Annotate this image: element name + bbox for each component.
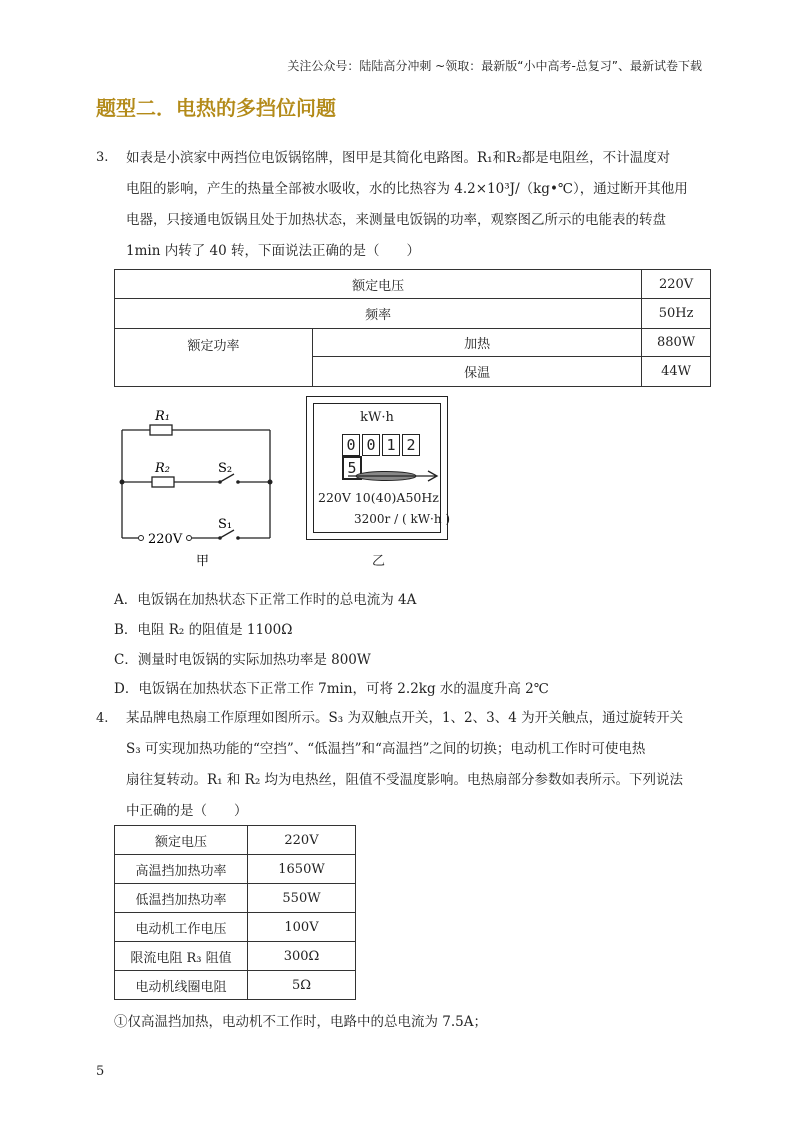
meter-rating: 220V 10(40)A50Hz (318, 490, 439, 505)
q3-nameplate-table (114, 269, 711, 387)
q4-table-value: 220V (248, 826, 356, 855)
meter-digit: 5 (342, 456, 362, 480)
q3-table-cell: 额定功率 (115, 329, 313, 387)
question-3-number: 3. (96, 150, 109, 165)
energy-meter (306, 396, 451, 540)
q4-table-label: 限流电阻 R₃ 阻值 (115, 942, 248, 971)
q3-line: 电阻的影响，产生的热量全部被水吸收，水的比热容为 4.2×10³J/（kg•℃），通过断开其他用 (126, 181, 688, 197)
q4-parameter-table (114, 825, 356, 1000)
q4-table-label: 电动机线圈电阻 (115, 971, 248, 1000)
option-c: C．测量时电饭锅的实际加热功率是 800W (114, 652, 371, 668)
voltage-label: 220V (148, 532, 183, 547)
meter-unit: kW·h (360, 410, 394, 425)
circuit-diagram (110, 400, 285, 570)
option-d: D．电饭锅在加热状态下正常工作 7min，可将 2.2kg 水的温度升高 2℃ (114, 681, 549, 697)
q4-table-value: 5Ω (248, 971, 356, 1000)
s2-label: S₂ (218, 461, 233, 476)
energy-meter-panel (313, 403, 451, 533)
q3-table-cell: 220V (642, 270, 711, 299)
question-4-number: 4. (96, 711, 109, 726)
question-3-text (126, 143, 688, 267)
q3-table-cell: 频率 (115, 299, 642, 329)
section-title: 题型二．电热的多挡位问题 (96, 96, 336, 120)
s1-label: S₁ (218, 517, 233, 532)
q4-line: 扇往复转动。R₁ 和 R₂ 均为电热丝，阻值不受温度影响。电热扇部分参数如表所示。下列说法 (126, 772, 684, 788)
q4-table-label: 低温挡加热功率 (115, 884, 248, 913)
r1-label: R₁ (155, 409, 170, 424)
q4-table-value: 300Ω (248, 942, 356, 971)
q3-table-cell: 额定电压 (115, 270, 642, 299)
meter-digit: 0 (342, 434, 360, 456)
q4-table-label: 额定电压 (115, 826, 248, 855)
meter-digit: 2 (402, 434, 420, 456)
r2-label: R₂ (155, 461, 170, 476)
q4-statement-1: ①仅高温挡加热，电动机不工作时，电路中的总电流为 7.5A； (114, 1014, 488, 1030)
option-a: A．电饭锅在加热状态下正常工作时的总电流为 4A (114, 592, 417, 608)
q3-line: 如表是小滨家中两挡位电饭锅铭牌，图甲是其简化电路图。R₁和R₂都是电阻丝，不计温度对 (126, 150, 671, 166)
page-header: 关注公众号：陆陆高分冲刺 ~领取：最新版“小中高考-总复习”、最新试卷下载 (287, 59, 702, 73)
figure-caption-jia: 甲 (196, 554, 210, 569)
q4-table-value: 1650W (248, 855, 356, 884)
q3-line: 1min 内转了 40 转，下面说法正确的是（ ） (126, 243, 420, 259)
option-b: B．电阻 R₂ 的阻值是 1100Ω (114, 622, 293, 638)
q3-line: 电器，只接通电饭锅且处于加热状态，来测量电饭锅的功率，观察图乙所示的电能表的转盘 (126, 212, 666, 228)
page-number: 5 (96, 1064, 105, 1079)
q3-table-cell: 加热 (313, 329, 642, 357)
q3-table-cell: 880W (642, 329, 711, 357)
q3-table-cell: 保温 (313, 357, 642, 387)
q4-table-value: 100V (248, 913, 356, 942)
q4-line: 某品牌电热扇工作原理如图所示。S₃ 为双触点开关，1、2、3、4 为开关触点，通过旋转开关 (126, 710, 684, 726)
question-4-text (126, 703, 683, 827)
q4-line: S₃ 可实现加热功能的“空挡”、“低温挡”和“高温挡”之间的切换；电动机工作时可使电热 (126, 741, 646, 757)
figure-caption-yi: 乙 (372, 554, 386, 569)
meter-revolutions: 3200r / ( kW·h ) (354, 512, 451, 526)
meter-digit: 0 (362, 434, 380, 456)
q4-table-label: 高温挡加热功率 (115, 855, 248, 884)
q3-table-cell: 44W (642, 357, 711, 387)
meter-disc-arrow-icon (344, 468, 444, 484)
q4-table-label: 电动机工作电压 (115, 913, 248, 942)
q4-table-value: 550W (248, 884, 356, 913)
meter-digit: 1 (382, 434, 400, 456)
q3-table-cell: 50Hz (642, 299, 711, 329)
q4-line: 中正确的是（ ） (126, 803, 248, 819)
